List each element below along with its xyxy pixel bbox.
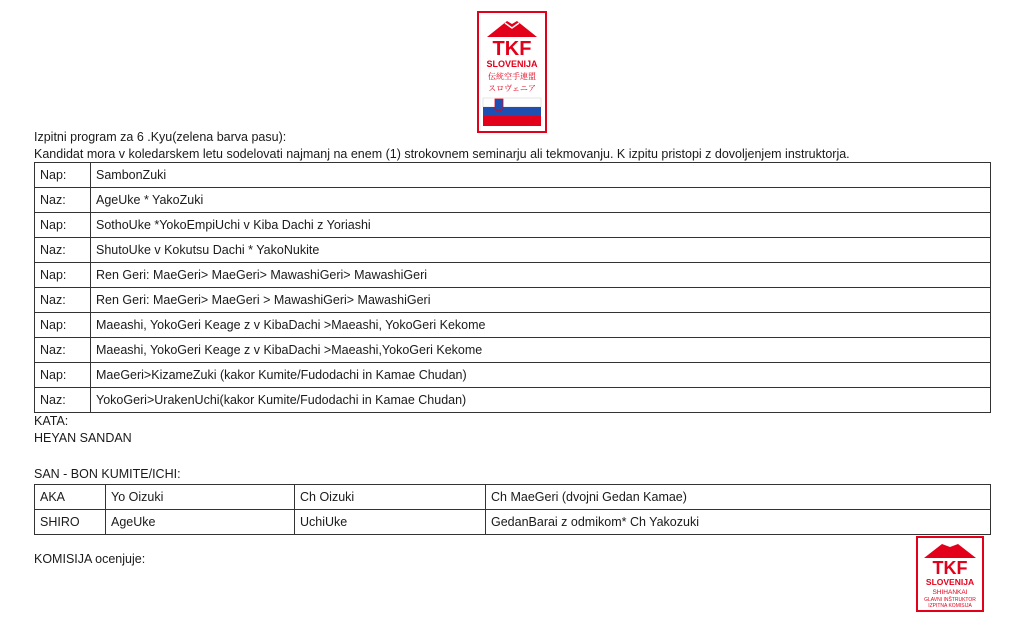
technique-side-label: Naz: xyxy=(35,338,91,363)
kumite-technique: Yo Oizuki xyxy=(106,485,295,510)
kumite-heading: SAN - BON KUMITE/ICHI: xyxy=(34,467,181,481)
exam-requirement: Kandidat mora v koledarskem letu sodelovati najmanj na enem (1) strokovnem seminarju ali tekmovanju. K izpitu pristopi z dovoljenjem instruktorja. xyxy=(34,147,850,161)
stamp-brand: TKF xyxy=(932,558,968,578)
kumite-technique: Ch MaeGeri (dvojni Gedan Kamae) xyxy=(486,485,991,510)
techniques-table xyxy=(34,162,991,413)
technique-side-label: Nap: xyxy=(35,363,91,388)
technique-text: Maeashi, YokoGeri Keage z v KibaDachi >Maeashi, YokoGeri Kekome xyxy=(91,313,991,338)
technique-text: Ren Geri: MaeGeri> MaeGeri> MawashiGeri> MawashiGeri xyxy=(91,263,991,288)
technique-row xyxy=(35,388,991,413)
technique-row xyxy=(35,188,991,213)
exam-title: Izpitni program za 6 .Kyu(zelena barva pasu): xyxy=(34,130,287,144)
technique-side-label: Naz: xyxy=(35,288,91,313)
kumite-side: AKA xyxy=(35,485,106,510)
kumite-row xyxy=(35,510,991,535)
kumite-technique: GedanBarai z odmikom* Ch Yakozuki xyxy=(486,510,991,535)
technique-side-label: Naz: xyxy=(35,238,91,263)
technique-side-label: Nap: xyxy=(35,313,91,338)
technique-side-label: Nap: xyxy=(35,263,91,288)
exam-intro xyxy=(34,129,850,163)
technique-side-label: Naz: xyxy=(35,188,91,213)
technique-row xyxy=(35,288,991,313)
technique-row xyxy=(35,363,991,388)
technique-row xyxy=(35,338,991,363)
kata-heading: KATA: xyxy=(34,414,69,428)
technique-side-label: Nap: xyxy=(35,213,91,238)
logo-country: SLOVENIJA xyxy=(486,59,538,69)
kumite-technique: AgeUke xyxy=(106,510,295,535)
stamp-country: SLOVENIJA xyxy=(925,577,975,587)
kata-name: HEYAN SANDAN xyxy=(34,431,132,445)
stamp-line3: IZPITNA KOMISIJA xyxy=(928,603,972,609)
slovenian-flag-icon xyxy=(483,98,541,126)
komisija-label: KOMISIJA ocenjuje: xyxy=(34,552,146,566)
stamp-line2: GLAVNI INŠTRUKTOR xyxy=(924,597,976,603)
technique-text: SothoUke *YokoEmpiUchi v Kiba Dachi z Yoriashi xyxy=(91,213,991,238)
technique-text: SambonZuki xyxy=(91,163,991,188)
technique-side-label: Nap: xyxy=(35,163,91,188)
technique-row xyxy=(35,213,991,238)
stamp-line1: SHIHANKAI xyxy=(932,589,968,596)
technique-text: YokoGeri>UrakenUchi(kakor Kumite/Fudodachi in Kamae Chudan) xyxy=(91,388,991,413)
tkf-slovenija-logo xyxy=(477,11,547,133)
technique-text: MaeGeri>KizameZuki (kakor Kumite/Fudodachi in Kamae Chudan) xyxy=(91,363,991,388)
logo-brand: TKF xyxy=(492,38,532,60)
kumite-technique: Ch Oizuki xyxy=(295,485,486,510)
kumite-side: SHIRO xyxy=(35,510,106,535)
kumite-technique: UchiUke xyxy=(295,510,486,535)
technique-row xyxy=(35,163,991,188)
technique-text: Maeashi, YokoGeri Keage z v KibaDachi >Maeashi,YokoGeri Kekome xyxy=(91,338,991,363)
technique-text: AgeUke * YakoZuki xyxy=(91,188,991,213)
logo-kanji: 伝統空手連盟 xyxy=(488,72,536,81)
technique-side-label: Naz: xyxy=(35,388,91,413)
logo-katakana: スロヴェニア xyxy=(488,84,536,93)
technique-text: Ren Geri: MaeGeri> MaeGeri > MawashiGeri> MawashiGeri xyxy=(91,288,991,313)
kata-section xyxy=(34,413,132,447)
kumite-table xyxy=(34,484,991,535)
kumite-row xyxy=(35,485,991,510)
technique-row xyxy=(35,238,991,263)
technique-row xyxy=(35,313,991,338)
technique-text: ShutoUke v Kokutsu Dachi * YakoNukite xyxy=(91,238,991,263)
tkf-shihankai-stamp xyxy=(916,536,984,612)
technique-row xyxy=(35,263,991,288)
